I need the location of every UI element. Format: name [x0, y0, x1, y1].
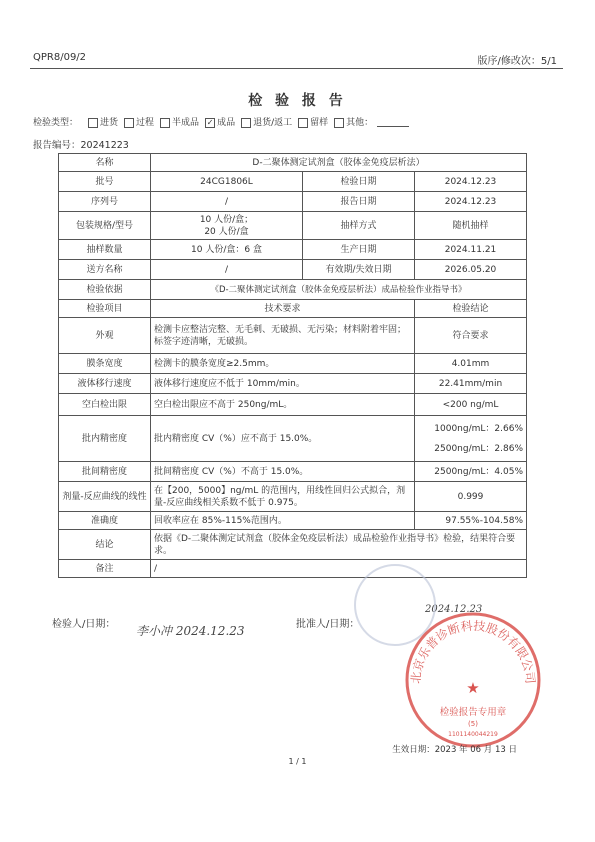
item-result: 2500ng/mL：4.05%: [415, 462, 527, 482]
item-name: 空白检出限: [59, 394, 151, 416]
seal-number: (5): [468, 720, 478, 728]
cell-value: 2024.11.21: [415, 240, 527, 260]
cell-label: 送方名称: [59, 260, 151, 280]
cell-label: 生产日期: [303, 240, 415, 260]
inspection-type-options: [82, 115, 373, 128]
cell-value: 2024.12.23: [415, 192, 527, 212]
item-req: 空白检出限应不高于 250ng/mL。: [151, 394, 415, 416]
seal-text: 北京乐普诊断科技股份有限公司: [408, 618, 538, 685]
seal-star-icon: ★: [466, 679, 480, 697]
remarks-label: 备注: [59, 560, 151, 578]
checkbox-label: 成品: [217, 118, 236, 128]
item-result: 97.55%-104.58%: [415, 512, 527, 530]
cell-value: 2026.05.20: [415, 260, 527, 280]
checkbox-label: 其他：: [346, 118, 374, 128]
checkbox-label: 半成品: [172, 118, 200, 128]
svg-text:北京乐普诊断科技股份有限公司: [409, 618, 538, 685]
item-name: 膜条宽度: [59, 354, 151, 374]
cell-label: 抽样数量: [59, 240, 151, 260]
cell-label: 序列号: [59, 192, 151, 212]
item-req: 检测卡的膜条宽度≥2.5mm。: [151, 354, 415, 374]
item-result: <200 ng/mL: [415, 394, 527, 416]
checkbox-6[interactable]: [334, 118, 344, 128]
cell-label: 包装规格/型号: [59, 212, 151, 240]
inspector-signature: 李小冲 2024.12.23: [136, 624, 245, 638]
cell-value: 2024.12.23: [415, 172, 527, 192]
cell-label: 批号: [59, 172, 151, 192]
cell-value: /: [151, 260, 303, 280]
cell-label: 抽样方式: [303, 212, 415, 240]
other-blank: [377, 117, 409, 127]
cell-value: 24CG1806L: [151, 172, 303, 192]
item-name: 批间精密度: [59, 462, 151, 482]
checkbox-5[interactable]: [298, 118, 308, 128]
seal-subtitle: 检验报告专用章: [439, 707, 507, 718]
item-result: 0.999: [415, 482, 527, 512]
approver-label: 批准人/日期：: [296, 619, 360, 630]
checkbox-3[interactable]: ✓: [206, 117, 214, 127]
col-header-result: 检验结论: [415, 300, 527, 318]
item-name: 准确度: [59, 512, 151, 530]
cell-label: 名称: [59, 154, 151, 172]
cell-label: 报告日期: [303, 192, 415, 212]
cell-label: 检验依据: [59, 280, 151, 300]
cell-value: 10 人份/盒； 20 人份/盒: [151, 212, 303, 240]
checkbox-label: 留样: [310, 118, 329, 128]
item-req: 在【200，5000】ng/mL 的范围内，用线性回归公式拟合，剂量-反应曲线相关系数不低于 0.975。: [151, 482, 415, 512]
cell-value: D-二聚体测定试剂盒（胶体金免疫层析法）: [151, 154, 527, 172]
item-req: 批内精密度 CV（%）应不高于 15.0%。: [151, 416, 415, 462]
item-name: 外观: [59, 318, 151, 354]
version-info: 版序/修改次：5/1: [477, 56, 557, 67]
checkbox-1[interactable]: [124, 118, 134, 128]
page-number: 1 / 1: [288, 757, 307, 766]
item-req: 检测卡应整洁完整、无毛刺、无破损、无污染；材料附着牢固；标签字迹清晰，无破损。: [151, 318, 415, 354]
seal-code: 1101140044219: [448, 731, 498, 738]
item-req: 批间精密度 CV（%）不高于 15.0%。: [151, 462, 415, 482]
approver-signature: 2024.12.23: [425, 604, 483, 615]
item-result: 4.01mm: [415, 354, 527, 374]
effective-date: 生效日期：2023 年 06 月 13 日: [392, 745, 517, 755]
report-number: 报告编号：20241223: [33, 140, 129, 151]
report-title: 检 验 报 告: [248, 93, 347, 109]
company-seal: [398, 605, 548, 755]
item-req: 液体移行速度应不低于 10mm/min。: [151, 374, 415, 394]
inspector-label: 检验人/日期：: [52, 619, 116, 630]
item-result: 符合要求: [415, 318, 527, 354]
conclusion-text: 依据《D-二聚体测定试剂盒（胶体金免疫层析法）成品检验作业指导书》检验，结果符合要求。: [151, 530, 527, 560]
conclusion-label: 结论: [59, 530, 151, 560]
checkbox-label: 进货: [100, 118, 119, 128]
checkbox-label: 过程: [136, 118, 155, 128]
cell-value: /: [151, 192, 303, 212]
cell-value: 10 人份/盒：6 盒: [151, 240, 303, 260]
cell-label: 有效期/失效日期: [303, 260, 415, 280]
checkbox-0[interactable]: [88, 118, 98, 128]
item-req: 回收率应在 85%-115%范围内。: [151, 512, 415, 530]
item-result: 22.41mm/min: [415, 374, 527, 394]
report-table: [58, 153, 527, 578]
inspection-type-label: 检验类型：: [33, 118, 79, 128]
remarks-text: /: [151, 560, 527, 578]
item-name: 批内精密度: [59, 416, 151, 462]
cell-value: 《D-二聚体测定试剂盒（胶体金免疫层析法）成品检验作业指导书》: [151, 280, 527, 300]
doc-code: QPR8/09/2: [33, 52, 87, 63]
header-divider: [30, 68, 563, 69]
cell-label: 检验日期: [303, 172, 415, 192]
checkbox-4[interactable]: [241, 118, 251, 128]
item-name: 剂量-反应曲线的线性: [59, 482, 151, 512]
col-header-req: 技术要求: [151, 300, 415, 318]
inspection-type-row: [33, 115, 409, 128]
item-result: 1000ng/mL：2.66% 2500ng/mL：2.86%: [415, 416, 527, 462]
checkbox-label: 退货/返工: [253, 118, 293, 128]
checkbox-2[interactable]: [160, 118, 170, 128]
col-header-item: 检验项目: [59, 300, 151, 318]
cell-value: 随机抽样: [415, 212, 527, 240]
item-name: 液体移行速度: [59, 374, 151, 394]
